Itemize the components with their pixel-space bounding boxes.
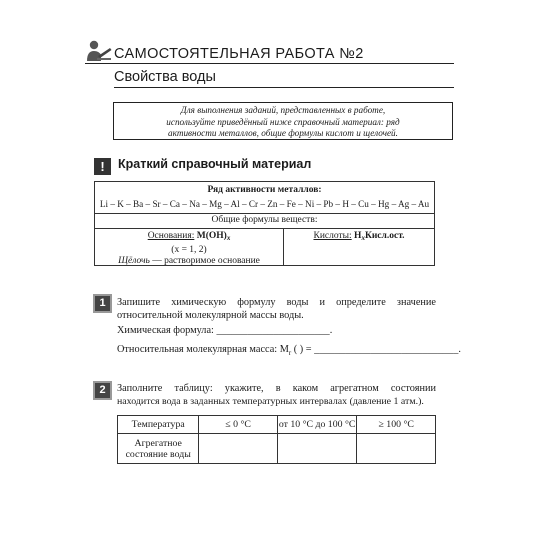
row-label-line: состояние воды (125, 448, 191, 460)
header-below-zero: ≤ 0 °С (199, 416, 277, 434)
formulas-title: Общие формулы веществ: (211, 215, 318, 225)
alkali-rest: — растворимое основание (149, 256, 260, 266)
formulas-row (95, 214, 434, 229)
acids-label: Кислоты: (313, 231, 352, 241)
intro-line: используйте приведённый ниже справочный материал: ряд (166, 116, 400, 127)
subtitle-rule (114, 87, 454, 88)
task1-mass-label: Относительная молекулярная масса: M (117, 344, 289, 355)
activity-title: Ряд активности металлов: (207, 185, 322, 195)
state-cell-below-zero[interactable] (199, 434, 277, 464)
header-temperature: Температура (118, 416, 199, 434)
activity-row (95, 182, 434, 214)
acids-formula-sub: x (361, 234, 365, 242)
bases-formula-main: M(OH) (194, 231, 227, 241)
temperature-table (117, 415, 436, 464)
intro-box (113, 102, 453, 140)
acids-formula-h: H (351, 231, 362, 241)
task1-mass-field[interactable] (117, 343, 461, 360)
reference-table (94, 181, 435, 266)
alkali-note (95, 256, 283, 268)
bases-condition: (x = 1, 2) (171, 244, 207, 255)
title-rule (85, 63, 454, 64)
bases-formula (95, 231, 283, 245)
bases-cell (95, 231, 283, 268)
row-label-state (118, 434, 199, 464)
reference-heading: Краткий справочный материал (118, 157, 312, 171)
state-cell-above-100[interactable] (357, 434, 436, 464)
table-row (118, 434, 436, 464)
task1-number: 1 (93, 294, 112, 313)
acids-formula-rest: Кисл.ост. (364, 231, 405, 241)
intro-line: активности металлов, общие формулы кислот и щелочей. (168, 128, 398, 138)
bases-formula-sub: x (226, 234, 231, 242)
alkali-word: Щёлочь (118, 256, 150, 266)
task1-formula-field[interactable]: Химическая формула: ______________________. (117, 325, 333, 336)
activity-series: Li – K – Ba – Sr – Ca – Na – Mg – Al – Cr – Zn – Fe – Ni – Pb – H – Cu – Hg – Ag – Au (99, 199, 430, 209)
work-subtitle: Свойства воды (114, 69, 216, 85)
task2-line: Заполните таблицу: укажите, в каком агрегатном состоянии (117, 383, 436, 394)
task1-text (117, 296, 436, 322)
table-header-row (118, 416, 436, 434)
task2-line: находится вода в заданных температурных интервалах (давление 1 атм.). (117, 396, 424, 407)
acids-cell (284, 231, 434, 242)
header-10-to-100: от 10 °С до 100 °С (277, 416, 357, 434)
task1-line: Запишите химическую формулу воды и определите значение (117, 297, 436, 308)
task1-mass-rest: ( ) = ____________________________. (291, 344, 461, 355)
task1-mass-sub: r (288, 349, 292, 358)
header-above-100: ≥ 100 °С (357, 416, 436, 434)
work-title: САМОСТОЯТЕЛЬНАЯ РАБОТА №2 (114, 46, 364, 62)
writing-person-icon (85, 40, 112, 62)
state-cell-10-to-100[interactable] (277, 434, 357, 464)
bases-label: Основания: (147, 231, 195, 241)
task2-text (117, 382, 436, 408)
task2-number: 2 (93, 381, 112, 400)
task1-line: относительной молекулярной массы воды. (117, 310, 304, 321)
row-label-line: Агрегатное (134, 437, 182, 449)
intro-line: Для выполнения заданий, представленных в работе, (180, 105, 386, 115)
exclamation-icon: ! (94, 158, 111, 175)
